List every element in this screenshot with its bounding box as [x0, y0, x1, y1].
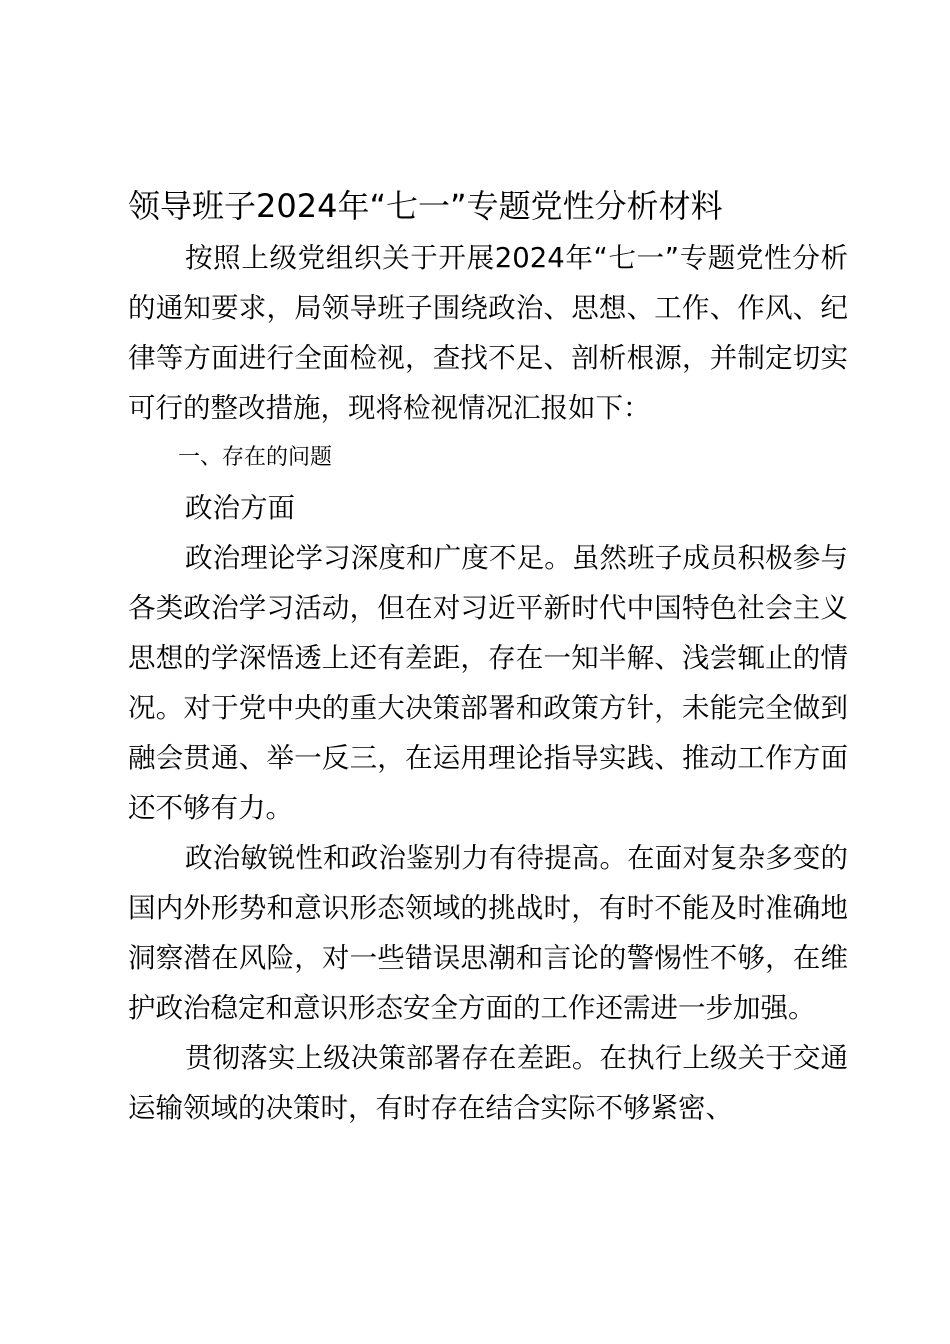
intro-paragraph: 按照上级党组织关于开展2024年“七一”专题党性分析的通知要求，局领导班子围绕政治、思想、工作、作风、纪律等方面进行全面检视，查找不足、剖析根源，并制定切实可行的整改措施，现将检视情况汇报如下： — [128, 242, 848, 424]
paragraph-theory-study: 政治理论学习深度和广度不足。虽然班子成员积极参与各类政治学习活动，但在对习近平新时代中国特色社会主义思想的学深悟透上还有差距，存在一知半解、浅尝辄止的情况。对于党中央的重大决策部署和政策方针，未能完全做到融会贯通、举一反三，在运用理论指导实践、推动工作方面还不够有力。 — [128, 542, 848, 824]
document-body — [128, 233, 848, 1133]
document-title: 领导班子2024年“七一”专题党性分析材料 — [128, 187, 723, 225]
section-heading-problems: 一、存在的问题 — [178, 445, 333, 470]
subsection-heading-political: 政治方面 — [185, 492, 295, 524]
paragraph-implementation-gap: 贯彻落实上级决策部署存在差距。在执行上级关于交通运输领域的决策时，有时存在结合实际不够紧密、 — [128, 1042, 848, 1124]
paragraph-political-sensitivity: 政治敏锐性和政治鉴别力有待提高。在面对复杂多变的国内外形势和意识形态领域的挑战时，有时不能及时准确地洞察潜在风险，对一些错误思潮和言论的警惕性不够，在维护政治稳定和意识形态安全方面的工作还需进一步加强。 — [128, 842, 848, 1024]
